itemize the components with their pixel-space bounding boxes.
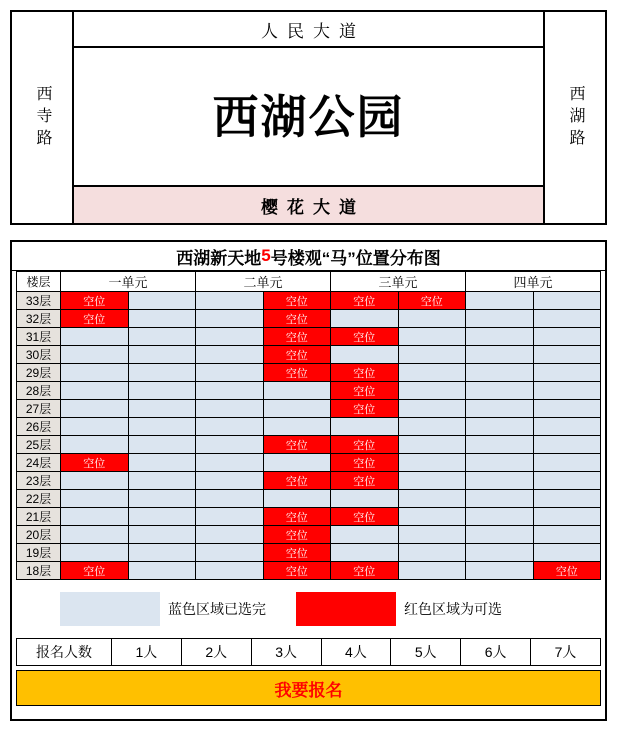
unit-cell-taken [398,382,466,400]
unit-cell-taken [533,400,601,418]
unit-cell-taken [398,544,466,562]
unit-cell-label: 空位 [555,565,578,578]
unit-cell-taken [466,454,534,472]
unit-cell-available[interactable] [263,508,331,526]
unit-cell-taken [128,382,196,400]
floor-label: 30层 [17,346,61,364]
floor-row [17,472,601,490]
floor-label: 20层 [17,526,61,544]
legend-row [12,580,605,638]
park-name-label: 西湖公园 [212,89,405,144]
floor-row [17,544,601,562]
west-temple-road-strip [12,12,74,223]
unit-cell-taken [398,508,466,526]
unit-cell-taken [196,310,264,328]
unit-cell-taken [331,490,399,508]
unit-cell-taken [398,400,466,418]
unit-cell-taken [61,472,129,490]
legend-swatch-red [296,592,396,626]
floor-row [17,364,601,382]
unit-cell-available[interactable] [263,346,331,364]
floor-row [17,508,601,526]
unit-cell-available[interactable] [263,436,331,454]
unit-cell-label: 空位 [285,565,308,578]
unit-cell-taken [128,454,196,472]
unit-cell-label: 空位 [83,295,106,308]
unit-cell-taken [533,364,601,382]
unit-cell-taken [263,400,331,418]
unit-cell-available[interactable] [263,328,331,346]
unit-cell-taken [533,418,601,436]
unit-cell-label: 空位 [353,295,376,308]
unit-cell-taken [196,544,264,562]
unit-cell-taken [61,418,129,436]
unit-cell-available[interactable] [331,382,399,400]
unit-cell-taken [466,310,534,328]
unit-cell-label: 空位 [353,565,376,578]
chart-title-part2: 号楼观“马”位置分布图 [270,248,441,268]
floor-row [17,526,601,544]
floor-row [17,400,601,418]
unit-header-row [17,272,601,292]
unit-cell-label: 空位 [353,385,376,398]
unit-cell-taken [196,508,264,526]
unit-cell-taken [61,490,129,508]
legend-swatch-blue [60,592,160,626]
unit-header-3: 三单元 [331,272,466,292]
west-lake-road-strip [543,12,605,223]
signup-option-1[interactable]: 1人 [112,639,182,666]
location-map-panel [10,10,607,225]
unit-cell-taken [61,382,129,400]
floor-row [17,328,601,346]
unit-cell-taken [61,400,129,418]
unit-cell-available[interactable] [61,562,129,580]
unit-cell-taken [398,490,466,508]
unit-cell-taken [61,436,129,454]
unit-cell-taken [398,562,466,580]
unit-cell-label: 空位 [285,349,308,362]
unit-cell-available[interactable] [263,526,331,544]
park-area [74,48,543,185]
floor-label: 24层 [17,454,61,472]
floor-label: 31层 [17,328,61,346]
unit-cell-available[interactable] [263,562,331,580]
unit-cell-taken [196,562,264,580]
unit-cell-label: 空位 [83,457,106,470]
signup-count-label: 报名人数 [17,639,112,666]
unit-cell-taken [533,382,601,400]
unit-cell-taken [128,310,196,328]
unit-cell-taken [466,346,534,364]
unit-cell-label: 空位 [83,313,106,326]
unit-cell-taken [61,328,129,346]
floor-grid-wrap [12,271,605,580]
floor-column-header: 楼层 [17,272,61,292]
unit-cell-taken [196,454,264,472]
unit-cell-taken [398,328,466,346]
chart-title [12,242,605,271]
floor-label: 25层 [17,436,61,454]
unit-cell-taken [466,292,534,310]
floor-row [17,382,601,400]
unit-cell-available[interactable] [331,400,399,418]
unit-cell-taken [263,418,331,436]
signup-count-table [16,638,601,666]
unit-cell-taken [196,472,264,490]
unit-cell-taken [533,436,601,454]
unit-cell-label: 空位 [83,565,106,578]
unit-cell-taken [466,328,534,346]
top-road-label: 人民大道 [74,12,543,48]
unit-cell-taken [128,490,196,508]
unit-cell-label: 空位 [285,547,308,560]
unit-cell-available[interactable] [533,562,601,580]
floor-label: 29层 [17,364,61,382]
unit-cell-available[interactable] [263,472,331,490]
unit-cell-taken [263,382,331,400]
unit-cell-label: 空位 [285,295,308,308]
unit-cell-taken [196,418,264,436]
unit-cell-taken [533,508,601,526]
floor-row [17,310,601,328]
unit-cell-label: 空位 [285,529,308,542]
floor-label: 32层 [17,310,61,328]
unit-cell-taken [128,292,196,310]
unit-cell-taken [533,454,601,472]
floor-label: 33层 [17,292,61,310]
map-center-column [74,12,543,223]
unit-cell-taken [466,382,534,400]
unit-header-1: 一单元 [61,272,196,292]
unit-cell-taken [196,292,264,310]
floor-label: 18层 [17,562,61,580]
signup-option-3[interactable]: 3人 [251,639,321,666]
floor-availability-table [16,271,601,580]
floor-rows-body [17,292,601,580]
unit-cell-taken [466,526,534,544]
unit-cell-taken [466,562,534,580]
unit-cell-taken [533,292,601,310]
unit-cell-taken [466,400,534,418]
unit-cell-taken [466,364,534,382]
unit-cell-taken [128,418,196,436]
unit-cell-taken [128,328,196,346]
unit-cell-taken [398,364,466,382]
unit-cell-label: 空位 [353,475,376,488]
signup-cta-button[interactable]: 我要报名 [16,670,601,706]
unit-cell-available[interactable] [331,436,399,454]
unit-cell-taken [196,382,264,400]
bottom-road-label: 樱花大道 [74,185,543,223]
unit-header-4: 四单元 [466,272,601,292]
unit-cell-taken [533,526,601,544]
unit-cell-label: 空位 [285,511,308,524]
unit-cell-taken [533,328,601,346]
availability-chart-panel [10,240,607,721]
unit-cell-taken [533,346,601,364]
legend-item-available [296,592,502,626]
floor-row [17,346,601,364]
unit-cell-taken [466,544,534,562]
right-road-label: 西湖路 [567,84,584,151]
signup-option-5[interactable]: 5人 [391,639,461,666]
unit-cell-label: 空位 [285,313,308,326]
unit-cell-taken [398,526,466,544]
unit-cell-label: 空位 [420,295,443,308]
unit-cell-taken [61,544,129,562]
unit-cell-taken [61,346,129,364]
signup-option-2[interactable]: 2人 [181,639,251,666]
signup-count-row [17,639,601,666]
unit-cell-available[interactable] [331,328,399,346]
unit-cell-taken [196,526,264,544]
floor-row [17,436,601,454]
unit-cell-available[interactable] [61,454,129,472]
signup-option-6[interactable]: 6人 [461,639,531,666]
floor-row [17,454,601,472]
unit-cell-taken [128,346,196,364]
legend-label-red: 红色区域为可选 [404,601,502,617]
unit-cell-taken [331,418,399,436]
unit-cell-available[interactable] [331,454,399,472]
floor-label: 23层 [17,472,61,490]
unit-cell-available[interactable] [263,544,331,562]
unit-cell-available[interactable] [331,364,399,382]
unit-cell-taken [196,490,264,508]
unit-cell-taken [128,472,196,490]
unit-cell-taken [128,562,196,580]
chart-title-number: 5 [261,246,271,265]
unit-cell-taken [331,526,399,544]
floor-label: 22层 [17,490,61,508]
unit-cell-label: 空位 [353,367,376,380]
unit-cell-label: 空位 [285,475,308,488]
signup-option-7[interactable]: 7人 [531,639,601,666]
unit-cell-available[interactable] [61,292,129,310]
unit-cell-taken [128,364,196,382]
chart-title-part1: 西湖新天地 [176,248,262,268]
unit-cell-taken [466,508,534,526]
unit-cell-taken [61,526,129,544]
floor-label: 28层 [17,382,61,400]
unit-cell-taken [398,472,466,490]
signup-option-4[interactable]: 4人 [321,639,391,666]
unit-cell-label: 空位 [353,457,376,470]
left-road-label: 西寺路 [34,84,51,151]
unit-cell-taken [263,490,331,508]
unit-cell-available[interactable] [263,310,331,328]
unit-cell-taken [196,436,264,454]
unit-cell-taken [61,508,129,526]
unit-cell-taken [466,490,534,508]
legend-item-taken [60,592,266,626]
floor-label: 26层 [17,418,61,436]
unit-cell-taken [533,310,601,328]
unit-cell-taken [398,346,466,364]
unit-cell-available[interactable] [61,310,129,328]
unit-cell-taken [196,328,264,346]
unit-cell-taken [263,454,331,472]
unit-cell-taken [196,346,264,364]
unit-cell-available[interactable] [263,364,331,382]
unit-cell-taken [128,508,196,526]
unit-cell-label: 空位 [353,439,376,452]
unit-cell-taken [533,472,601,490]
unit-cell-taken [533,544,601,562]
unit-cell-taken [466,418,534,436]
unit-cell-available[interactable] [331,472,399,490]
unit-cell-label: 空位 [353,511,376,524]
unit-cell-available[interactable] [398,292,466,310]
signup-count-wrap [12,638,605,666]
unit-cell-taken [331,544,399,562]
unit-cell-taken [398,418,466,436]
unit-cell-taken [331,310,399,328]
unit-cell-taken [331,346,399,364]
unit-cell-taken [196,364,264,382]
floor-label: 21层 [17,508,61,526]
unit-cell-taken [398,454,466,472]
unit-cell-taken [61,364,129,382]
unit-cell-label: 空位 [285,367,308,380]
unit-cell-taken [128,400,196,418]
unit-cell-taken [398,310,466,328]
unit-cell-taken [466,436,534,454]
unit-header-2: 二单元 [196,272,331,292]
unit-cell-taken [398,436,466,454]
unit-cell-label: 空位 [353,331,376,344]
unit-cell-label: 空位 [285,439,308,452]
floor-row [17,418,601,436]
floor-label: 27层 [17,400,61,418]
unit-cell-available[interactable] [263,292,331,310]
floor-label: 19层 [17,544,61,562]
unit-cell-taken [128,436,196,454]
floor-row [17,292,601,310]
unit-cell-label: 空位 [353,403,376,416]
unit-cell-available[interactable] [331,508,399,526]
floor-row [17,490,601,508]
unit-cell-taken [196,400,264,418]
unit-cell-taken [128,526,196,544]
unit-cell-label: 空位 [285,331,308,344]
unit-cell-taken [128,544,196,562]
unit-cell-available[interactable] [331,292,399,310]
unit-cell-taken [533,490,601,508]
legend-label-blue: 蓝色区域已选完 [168,601,266,617]
floor-row [17,562,601,580]
unit-cell-taken [466,472,534,490]
unit-cell-available[interactable] [331,562,399,580]
